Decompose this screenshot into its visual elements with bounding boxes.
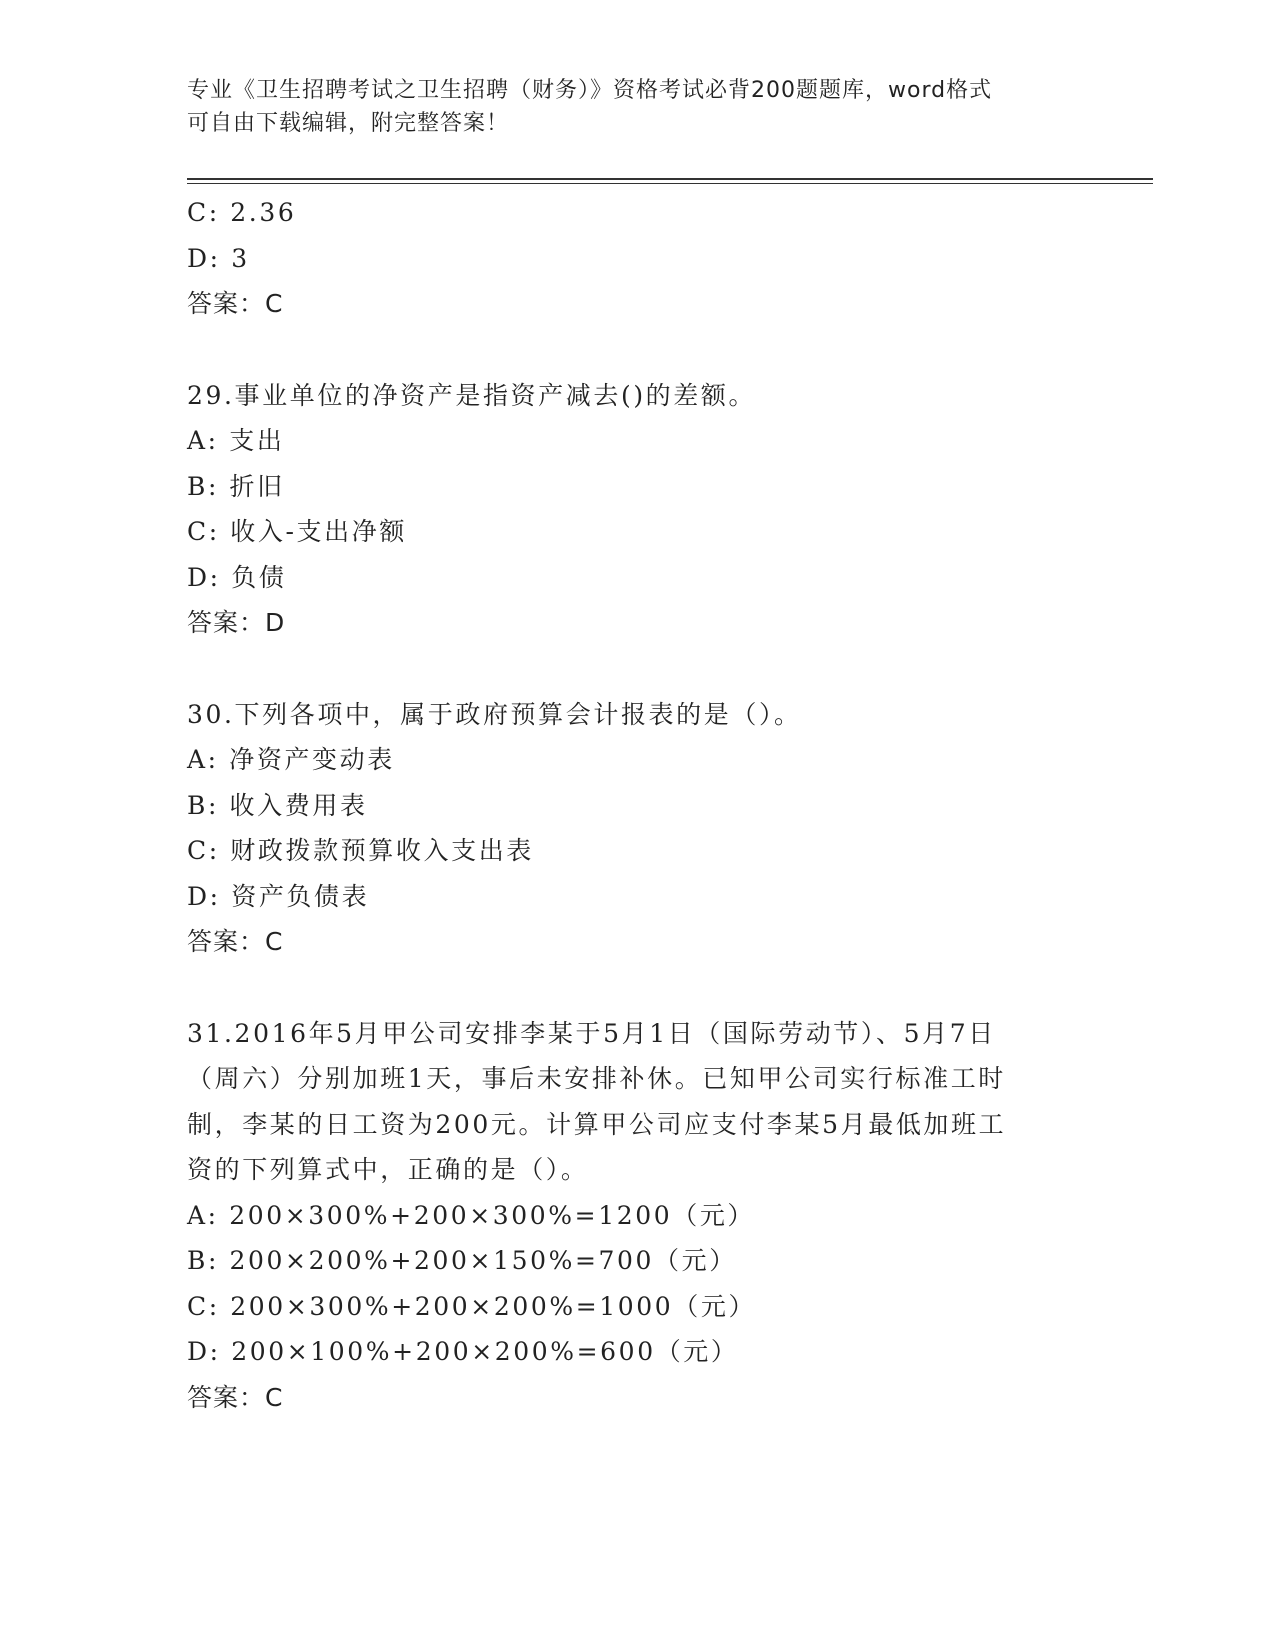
option-c: C: 2.36 bbox=[187, 198, 297, 227]
option-d: D: 3 bbox=[187, 243, 250, 273]
answer: 答案：D bbox=[187, 608, 286, 637]
option-b: B: 收入费用表 bbox=[187, 790, 368, 820]
question-text-line-2: （周六）分别加班1天，事后未安排补休。已知甲公司实行标准工时 bbox=[187, 1064, 1006, 1093]
option-c: C: 收入-支出净额 bbox=[187, 517, 407, 546]
option-b: B: 折旧 bbox=[187, 471, 285, 501]
question-28 bbox=[187, 190, 1087, 327]
answer: 答案：C bbox=[187, 927, 284, 956]
option-d: D: 负债 bbox=[187, 562, 287, 592]
option-c: C: 200×300%+200×200%=1000（元） bbox=[187, 1291, 757, 1321]
option-b: B: 200×200%+200×150%=700（元） bbox=[187, 1246, 737, 1275]
header-line-1: 专业《卫生招聘考试之卫生招聘（财务）》资格考试必背200题题库，word格式 bbox=[187, 78, 993, 103]
option-d: D: 资产负债表 bbox=[187, 881, 370, 911]
header-line-2: 可自由下载编辑，附完整答案！ bbox=[187, 111, 510, 136]
question-text: 29.事业单位的净资产是指资产减去()的差额。 bbox=[187, 380, 757, 410]
question-list bbox=[187, 190, 1087, 1420]
spacer bbox=[187, 327, 1087, 373]
answer: 答案：C bbox=[187, 289, 284, 318]
option-a: A: 支出 bbox=[187, 426, 285, 455]
question-text: 30.下列各项中，属于政府预算会计报表的是（）。 bbox=[187, 699, 802, 729]
option-a: A: 净资产变动表 bbox=[187, 745, 395, 774]
question-30 bbox=[187, 692, 1087, 965]
question-29 bbox=[187, 373, 1087, 646]
option-a: A: 200×300%+200×300%=1200（元） bbox=[187, 1200, 756, 1230]
option-c: C: 财政拨款预算收入支出表 bbox=[187, 836, 534, 865]
answer: 答案：C bbox=[187, 1382, 284, 1412]
header-rule-thin bbox=[187, 183, 1153, 184]
header-rule-thick bbox=[187, 178, 1153, 180]
question-text-line-1: 31.2016年5月甲公司安排李某于5月1日（国际劳动节）、5月7日 bbox=[187, 1018, 996, 1048]
option-d: D: 200×100%+200×200%=600（元） bbox=[187, 1337, 739, 1366]
question-text-line-4: 资的下列算式中，正确的是（）。 bbox=[187, 1155, 589, 1184]
spacer bbox=[187, 646, 1087, 692]
document-header bbox=[187, 74, 1067, 140]
question-31 bbox=[187, 1011, 1087, 1421]
spacer bbox=[187, 965, 1087, 1011]
question-text-line-3: 制，李某的日工资为200元。计算甲公司应支付李某5月最低加班工 bbox=[187, 1109, 1007, 1139]
